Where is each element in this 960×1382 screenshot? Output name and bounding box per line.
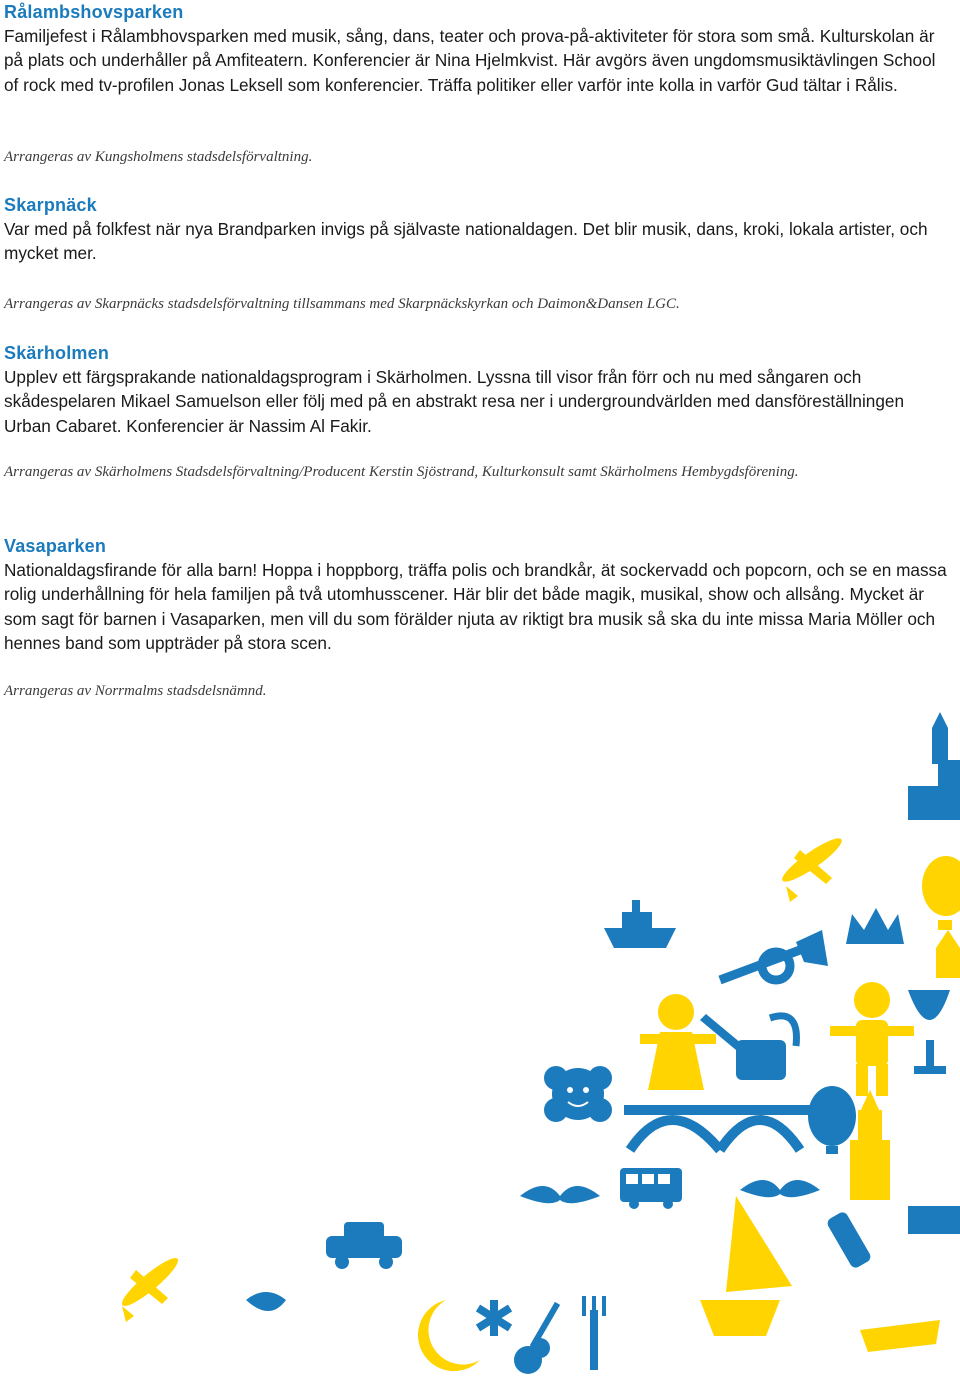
trumpet-icon bbox=[720, 950, 800, 980]
section-title: Rålambshovsparken bbox=[4, 2, 184, 22]
watering-can-icon bbox=[700, 1014, 796, 1080]
section-credit: Arrangeras av Norrmalms stadsdelsnämnd. bbox=[4, 683, 267, 699]
person-icon bbox=[830, 982, 914, 1096]
city-hall-icon bbox=[908, 712, 960, 820]
section-title: Skärholmen bbox=[4, 343, 110, 363]
section-body: Nationaldagsfirande för alla barn! Hoppa i hoppborg, träffa polis och brandkår, ät sockervadd och popcorn, och se en massa rolig underhållning för hela familjen på två utomhusscener. Här blir det både magik, musikal, show och allsång. Mycket är som sagt för barnen i Vasaparken, men vill du som förälder njuta av riktigt bra musik så ska du inte missa Maria Möller och hennes band som uppträder på stora scen. bbox=[4, 560, 947, 654]
moon-icon bbox=[418, 1300, 480, 1371]
trumpet-bell-icon bbox=[796, 930, 828, 966]
section-skarpnack bbox=[4, 193, 954, 266]
tower-icon bbox=[850, 1090, 890, 1200]
section-body: Var med på folkfest när nya Brandparken invigs på självaste nationaldagen. Det blir musik, dans, kroki, lokala artister, och mycket mer. bbox=[4, 219, 928, 264]
lips-icon bbox=[246, 1292, 286, 1311]
section-body: Upplev ett färgsprakande nationaldagsprogram i Skärholmen. Lyssna till visor från förr och nu med sångaren och skådespelaren Mikael Samuelson eller följ med på en abstrakt resa ner i undergroundvärlden med dansföreställningen Urban Cabaret. Konferencier är Nassim Al Fakir. bbox=[4, 367, 905, 436]
section-ralambshovsparken bbox=[4, 0, 954, 97]
credit-skarholmen bbox=[4, 460, 954, 484]
balloon-blue-icon bbox=[808, 1086, 856, 1154]
section-title: Skarpnäck bbox=[4, 195, 97, 215]
bottle-icon bbox=[825, 1210, 872, 1269]
fork-icon bbox=[582, 1296, 606, 1370]
balloon-icon bbox=[922, 856, 960, 930]
section-vasaparken bbox=[4, 534, 954, 656]
sign-icon bbox=[908, 1206, 960, 1234]
section-title: Vasaparken bbox=[4, 536, 107, 556]
crown-icon bbox=[846, 908, 904, 944]
credit-ralambshovsparken bbox=[4, 145, 954, 169]
section-credit: Arrangeras av Kungsholmens stadsdelsförvaltning. bbox=[4, 149, 313, 165]
section-credit: Arrangeras av Skarpnäcks stadsdelsförvaltning tillsammans med Skarpnäckskyrkan och Daimon&Dansen LGC. bbox=[4, 296, 680, 312]
section-credit: Arrangeras av Skärholmens Stadsdelsförvaltning/Producent Kerstin Sjöstrand, Kulturkonsult samt Skärholmens Hembygdsförening. bbox=[4, 464, 799, 480]
airplane-icon bbox=[117, 1253, 182, 1322]
church-icon bbox=[936, 930, 960, 978]
bus-icon bbox=[620, 1168, 682, 1209]
section-body: Familjefest i Rålambhovsparken med musik, sång, dans, teater och prova-på-aktiviteter för stora som små. Kulturskolan är på plats och underhåller på Amfiteatern. Konferencier är Nina Hjelmkvist. Här avgörs även ungdomsmusiktävlingen School of rock med tv-profilen Jonas Leksell som konferencier. Träffa politiker eller varför inte kolla in varför Gud tältar i Rålis. bbox=[4, 26, 936, 95]
decorative-illustration bbox=[0, 700, 960, 1382]
credit-skarpnack bbox=[4, 292, 954, 316]
bridge-icon bbox=[624, 1110, 810, 1150]
mustache-icon bbox=[520, 1186, 600, 1203]
mustache-icon bbox=[740, 1180, 820, 1197]
flower-face-icon bbox=[544, 1066, 612, 1122]
car-icon bbox=[326, 1222, 402, 1269]
star-icon bbox=[478, 1300, 510, 1336]
goblet-icon bbox=[908, 990, 950, 1074]
boat-icon bbox=[604, 900, 676, 948]
section-skarholmen bbox=[4, 341, 954, 438]
airplane-icon bbox=[778, 833, 846, 902]
girl-icon bbox=[640, 994, 716, 1090]
hat-icon bbox=[860, 1320, 940, 1352]
sailboat-icon bbox=[700, 1196, 792, 1336]
guitar-icon bbox=[514, 1302, 560, 1374]
